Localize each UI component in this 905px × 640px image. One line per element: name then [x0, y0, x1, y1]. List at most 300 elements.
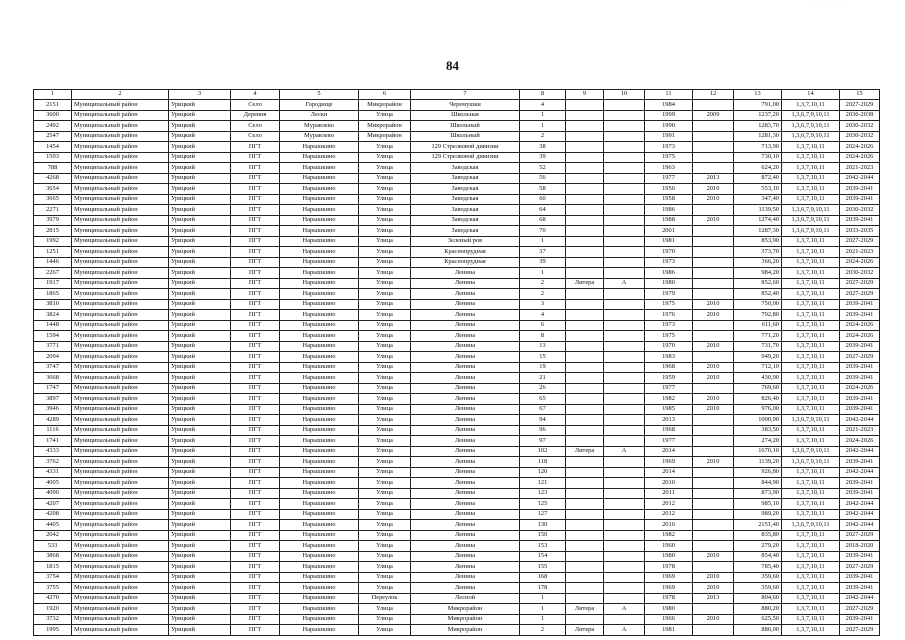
settlement-name-cell: Нарышкино — [280, 541, 359, 552]
settlement-name-cell: Городище — [280, 100, 359, 111]
house-number-cell: 1 — [520, 110, 566, 121]
municipality-type-cell: Муниципальный район — [72, 331, 169, 342]
table-row — [34, 247, 880, 258]
renovation-year-cell — [693, 425, 734, 436]
construction-year-cell: 1966 — [645, 614, 693, 625]
table-row — [34, 289, 880, 300]
building-letter-label-cell — [566, 163, 604, 174]
district-cell: Урицкий — [169, 446, 231, 457]
municipality-type-cell: Муниципальный район — [72, 614, 169, 625]
column-header-5: 5 — [280, 90, 359, 100]
works-list-cell: 1,3,7,10,11 — [782, 100, 840, 111]
house-number-cell: 6 — [520, 320, 566, 331]
building-letter-label-cell — [566, 184, 604, 195]
building-letter-cell — [604, 593, 645, 604]
street-type-cell: Улица — [359, 530, 411, 541]
street-name-cell: Лесной — [411, 593, 520, 604]
street-type-cell: Улица — [359, 299, 411, 310]
renovation-year-cell — [693, 205, 734, 216]
settlement-type-cell: ПГТ — [231, 583, 280, 594]
record-id-cell: 3665 — [34, 194, 72, 205]
municipality-type-cell: Муниципальный район — [72, 320, 169, 331]
building-letter-label-cell — [566, 614, 604, 625]
settlement-name-cell: Нарышкино — [280, 520, 359, 531]
street-type-cell: Улица — [359, 215, 411, 226]
construction-year-cell: 2014 — [645, 446, 693, 457]
building-letter-label-cell — [566, 520, 604, 531]
construction-year-cell: 1969 — [645, 572, 693, 583]
building-letter-label-cell — [566, 499, 604, 510]
table-row — [34, 341, 880, 352]
total-area-cell: 785,40 — [734, 562, 782, 573]
table-row — [34, 310, 880, 321]
column-header-8: 8 — [520, 90, 566, 100]
street-type-cell: Улица — [359, 488, 411, 499]
district-cell: Урицкий — [169, 383, 231, 394]
street-name-cell: Ленина — [411, 541, 520, 552]
table-row — [34, 583, 880, 594]
building-letter-cell — [604, 562, 645, 573]
record-id-cell: 2815 — [34, 226, 72, 237]
record-id-cell: 3824 — [34, 310, 72, 321]
street-name-cell: Краснопрудная — [411, 257, 520, 268]
street-name-cell: Ленина — [411, 551, 520, 562]
municipality-type-cell: Муниципальный район — [72, 257, 169, 268]
works-list-cell: 1,3,6,7,9,10,11 — [782, 446, 840, 457]
municipality-type-cell: Муниципальный район — [72, 163, 169, 174]
table-row — [34, 404, 880, 415]
construction-year-cell: 1969 — [645, 583, 693, 594]
works-list-cell: 1,3,7,10,11 — [782, 562, 840, 573]
building-letter-label-cell — [566, 299, 604, 310]
record-id-cell: 2547 — [34, 131, 72, 142]
record-id-cell: 3747 — [34, 362, 72, 373]
planned-period-cell: 2039-2041 — [840, 457, 880, 468]
settlement-name-cell: Нарышкино — [280, 614, 359, 625]
renovation-year-cell — [693, 415, 734, 426]
works-list-cell: 1,3,7,10,11 — [782, 425, 840, 436]
settlement-name-cell: Нарышкино — [280, 383, 359, 394]
building-letter-cell — [604, 362, 645, 373]
works-list-cell: 1,3,6,7,9,10,11 — [782, 110, 840, 121]
municipality-type-cell: Муниципальный район — [72, 215, 169, 226]
municipality-type-cell: Муниципальный район — [72, 373, 169, 384]
table-row — [34, 100, 880, 111]
district-cell: Урицкий — [169, 530, 231, 541]
works-list-cell: 1,3,7,10,11 — [782, 331, 840, 342]
total-area-cell: 624,20 — [734, 163, 782, 174]
record-id-cell: 1865 — [34, 289, 72, 300]
municipality-type-cell: Муниципальный район — [72, 415, 169, 426]
settlement-name-cell: Нарышкино — [280, 236, 359, 247]
settlement-name-cell: Нарышкино — [280, 436, 359, 447]
table-row — [34, 257, 880, 268]
settlement-type-cell: Село — [231, 121, 280, 132]
street-type-cell: Улица — [359, 163, 411, 174]
street-type-cell: Улица — [359, 478, 411, 489]
works-list-cell: 1,3,6,7,9,10,11 — [782, 205, 840, 216]
table-row — [34, 215, 880, 226]
building-letter-label-cell — [566, 488, 604, 499]
building-letter-cell — [604, 257, 645, 268]
house-number-cell: 39 — [520, 257, 566, 268]
municipality-type-cell: Муниципальный район — [72, 278, 169, 289]
street-type-cell: Улица — [359, 383, 411, 394]
street-type-cell: Микрорайон — [359, 121, 411, 132]
record-id-cell: 1917 — [34, 278, 72, 289]
total-area-cell: 730,10 — [734, 152, 782, 163]
settlement-type-cell: ПГТ — [231, 194, 280, 205]
building-letter-cell — [604, 194, 645, 205]
house-number-cell: 70 — [520, 226, 566, 237]
settlement-type-cell: ПГТ — [231, 152, 280, 163]
planned-period-cell: 2039-2041 — [840, 572, 880, 583]
street-name-cell: Ленина — [411, 583, 520, 594]
construction-year-cell: 1975 — [645, 152, 693, 163]
record-id-cell: 2094 — [34, 352, 72, 363]
street-name-cell: Ленина — [411, 572, 520, 583]
building-letter-cell — [604, 100, 645, 111]
municipality-type-cell: Муниципальный район — [72, 205, 169, 216]
total-area-cell: 553,10 — [734, 184, 782, 195]
building-letter-cell — [604, 173, 645, 184]
table-row — [34, 110, 880, 121]
street-type-cell: Улица — [359, 173, 411, 184]
construction-year-cell: 1978 — [645, 562, 693, 573]
building-letter-label-cell — [566, 152, 604, 163]
settlement-type-cell: ПГТ — [231, 541, 280, 552]
planned-period-cell: 2030-2032 — [840, 205, 880, 216]
total-area-cell: 712,10 — [734, 362, 782, 373]
settlement-type-cell: ПГТ — [231, 215, 280, 226]
district-cell: Урицкий — [169, 121, 231, 132]
house-number-cell: 127 — [520, 509, 566, 520]
settlement-name-cell: Нарышкино — [280, 194, 359, 205]
settlement-type-cell: ПГТ — [231, 520, 280, 531]
building-letter-cell — [604, 131, 645, 142]
table-row — [34, 268, 880, 279]
table-row — [34, 625, 880, 636]
district-cell: Урицкий — [169, 268, 231, 279]
total-area-cell: 826,40 — [734, 394, 782, 405]
record-id-cell: 4207 — [34, 499, 72, 510]
settlement-type-cell: ПГТ — [231, 352, 280, 363]
record-id-cell: 3600 — [34, 110, 72, 121]
building-letter-cell — [604, 341, 645, 352]
total-area-cell: 625,50 — [734, 614, 782, 625]
house-number-cell: 168 — [520, 572, 566, 583]
street-name-cell: Заводская — [411, 184, 520, 195]
total-area-cell: 359,60 — [734, 572, 782, 583]
district-cell: Урицкий — [169, 299, 231, 310]
record-id-cell: 2151 — [34, 100, 72, 111]
district-cell: Урицкий — [169, 362, 231, 373]
building-letter-label-cell — [566, 415, 604, 426]
house-number-cell: 96 — [520, 425, 566, 436]
settlement-type-cell: ПГТ — [231, 425, 280, 436]
works-list-cell: 1,3,7,10,11 — [782, 257, 840, 268]
total-area-cell: 872,40 — [734, 173, 782, 184]
planned-period-cell: 2027-2029 — [840, 562, 880, 573]
record-id-cell: 3732 — [34, 614, 72, 625]
building-letter-cell — [604, 310, 645, 321]
construction-year-cell: 1977 — [645, 383, 693, 394]
municipality-type-cell: Муниципальный район — [72, 236, 169, 247]
table-row — [34, 499, 880, 510]
municipality-type-cell: Муниципальный район — [72, 457, 169, 468]
settlement-type-cell: ПГТ — [231, 163, 280, 174]
building-letter-cell — [604, 142, 645, 153]
construction-year-cell: 1980 — [645, 551, 693, 562]
planned-period-cell: 2021-2023 — [840, 425, 880, 436]
district-cell: Урицкий — [169, 236, 231, 247]
municipality-type-cell: Муниципальный район — [72, 226, 169, 237]
construction-year-cell: 1982 — [645, 394, 693, 405]
record-id-cell: 4405 — [34, 520, 72, 531]
street-type-cell: Улица — [359, 541, 411, 552]
district-cell: Урицкий — [169, 100, 231, 111]
municipality-type-cell: Муниципальный район — [72, 268, 169, 279]
table-row — [34, 415, 880, 426]
district-cell: Урицкий — [169, 152, 231, 163]
building-letter-cell — [604, 467, 645, 478]
works-list-cell: 1,3,7,10,11 — [782, 268, 840, 279]
district-cell: Урицкий — [169, 310, 231, 321]
house-number-cell: 2 — [520, 131, 566, 142]
renovation-year-cell — [693, 625, 734, 636]
works-list-cell: 1,3,7,10,11 — [782, 404, 840, 415]
record-id-cell: 533 — [34, 541, 72, 552]
street-name-cell: Заводская — [411, 215, 520, 226]
building-letter-label-cell — [566, 205, 604, 216]
settlement-type-cell: ПГТ — [231, 478, 280, 489]
district-cell: Урицкий — [169, 163, 231, 174]
planned-period-cell: 2039-2041 — [840, 184, 880, 195]
district-cell: Урицкий — [169, 614, 231, 625]
total-area-cell: 731,70 — [734, 341, 782, 352]
record-id-cell: 4289 — [34, 415, 72, 426]
settlement-type-cell: ПГТ — [231, 268, 280, 279]
municipality-type-cell: Муниципальный район — [72, 173, 169, 184]
renovation-year-cell — [693, 562, 734, 573]
building-letter-cell — [604, 373, 645, 384]
street-name-cell: Ленина — [411, 383, 520, 394]
settlement-type-cell: ПГТ — [231, 226, 280, 237]
street-name-cell: Ленина — [411, 310, 520, 321]
municipality-type-cell: Муниципальный район — [72, 583, 169, 594]
municipality-type-cell: Муниципальный район — [72, 499, 169, 510]
building-letter-cell — [604, 478, 645, 489]
building-letter-cell — [604, 247, 645, 258]
street-name-cell: Зеленый ров — [411, 236, 520, 247]
building-letter-label-cell — [566, 226, 604, 237]
building-letter-label-cell — [566, 593, 604, 604]
street-type-cell: Улица — [359, 152, 411, 163]
works-list-cell: 1,3,7,10,11 — [782, 583, 840, 594]
building-letter-label-cell — [566, 110, 604, 121]
house-number-cell: 1 — [520, 236, 566, 247]
construction-year-cell: 1980 — [645, 604, 693, 615]
renovation-year-cell — [693, 530, 734, 541]
street-type-cell: Улица — [359, 404, 411, 415]
planned-period-cell: 2039-2041 — [840, 194, 880, 205]
house-number-cell: 19 — [520, 362, 566, 373]
house-number-cell: 64 — [520, 205, 566, 216]
building-letter-cell: А — [604, 446, 645, 457]
record-id-cell: 2267 — [34, 268, 72, 279]
building-letter-cell — [604, 110, 645, 121]
settlement-name-cell: Нарышкино — [280, 215, 359, 226]
settlement-type-cell: ПГТ — [231, 320, 280, 331]
construction-year-cell: 2011 — [645, 488, 693, 499]
renovation-year-cell — [693, 499, 734, 510]
house-number-cell: 123 — [520, 488, 566, 499]
settlement-type-cell: ПГТ — [231, 289, 280, 300]
district-cell: Урицкий — [169, 320, 231, 331]
settlement-type-cell: ПГТ — [231, 562, 280, 573]
building-letter-cell — [604, 215, 645, 226]
renovation-year-cell — [693, 226, 734, 237]
renovation-year-cell — [693, 142, 734, 153]
planned-period-cell: 2039-2041 — [840, 488, 880, 499]
settlement-type-cell: ПГТ — [231, 362, 280, 373]
table-row — [34, 457, 880, 468]
building-letter-label-cell — [566, 215, 604, 226]
district-cell: Урицкий — [169, 331, 231, 342]
building-letter-cell — [604, 205, 645, 216]
district-cell: Урицкий — [169, 551, 231, 562]
district-cell: Урицкий — [169, 625, 231, 636]
building-letter-label-cell — [566, 436, 604, 447]
district-cell: Урицкий — [169, 509, 231, 520]
settlement-type-cell: ПГТ — [231, 499, 280, 510]
district-cell: Урицкий — [169, 488, 231, 499]
construction-year-cell: 1975 — [645, 331, 693, 342]
record-id-cell: 4270 — [34, 593, 72, 604]
district-cell: Урицкий — [169, 541, 231, 552]
building-letter-cell: А — [604, 278, 645, 289]
street-type-cell: Улица — [359, 625, 411, 636]
planned-period-cell: 2024-2026 — [840, 142, 880, 153]
district-cell: Урицкий — [169, 215, 231, 226]
planned-period-cell: 2039-2041 — [840, 299, 880, 310]
building-letter-cell — [604, 163, 645, 174]
renovation-year-cell — [693, 467, 734, 478]
street-type-cell: Улица — [359, 331, 411, 342]
building-letter-label-cell — [566, 331, 604, 342]
table-row — [34, 478, 880, 489]
construction-year-cell: 1956 — [645, 184, 693, 195]
construction-year-cell: 1981 — [645, 625, 693, 636]
street-type-cell: Улица — [359, 520, 411, 531]
planned-period-cell: 2042-2044 — [840, 520, 880, 531]
building-letter-cell — [604, 415, 645, 426]
planned-period-cell: 2039-2041 — [840, 394, 880, 405]
house-number-cell: 8 — [520, 331, 566, 342]
construction-year-cell: 1980 — [645, 278, 693, 289]
table-row — [34, 614, 880, 625]
street-name-cell: Ленина — [411, 562, 520, 573]
record-id-cell: 3946 — [34, 404, 72, 415]
settlement-name-cell: Нарышкино — [280, 268, 359, 279]
works-list-cell: 1,3,6,7,9,10,11 — [782, 415, 840, 426]
district-cell: Урицкий — [169, 205, 231, 216]
total-area-cell: 1274,40 — [734, 215, 782, 226]
renovation-year-cell — [693, 163, 734, 174]
column-header-15: 15 — [840, 90, 880, 100]
street-name-cell: Ленина — [411, 394, 520, 405]
building-letter-cell — [604, 425, 645, 436]
settlement-type-cell: ПГТ — [231, 236, 280, 247]
municipality-type-cell: Муниципальный район — [72, 562, 169, 573]
house-number-cell: 125 — [520, 499, 566, 510]
building-letter-cell — [604, 184, 645, 195]
column-number-header-row — [34, 90, 880, 100]
works-list-cell: 1,3,7,10,11 — [782, 383, 840, 394]
settlement-name-cell: Нарышкино — [280, 572, 359, 583]
works-list-cell: 1,3,6,7,9,10,11 — [782, 520, 840, 531]
planned-period-cell: 2021-2023 — [840, 247, 880, 258]
table-row — [34, 593, 880, 604]
column-header-14: 14 — [782, 90, 840, 100]
settlement-name-cell: Нарышкино — [280, 341, 359, 352]
works-list-cell: 1,3,7,10,11 — [782, 614, 840, 625]
district-cell: Урицкий — [169, 415, 231, 426]
house-number-cell: 2 — [520, 278, 566, 289]
district-cell: Урицкий — [169, 341, 231, 352]
street-name-cell: Ленина — [411, 320, 520, 331]
settlement-name-cell: Нарышкино — [280, 352, 359, 363]
settlement-type-cell: ПГТ — [231, 184, 280, 195]
street-name-cell: Ленина — [411, 488, 520, 499]
works-list-cell: 1,3,7,10,11 — [782, 247, 840, 258]
building-letter-label-cell — [566, 142, 604, 153]
table-row — [34, 604, 880, 615]
table-row — [34, 467, 880, 478]
record-id-cell: 1448 — [34, 320, 72, 331]
street-name-cell: Ленина — [411, 467, 520, 478]
planned-period-cell: 2030-2032 — [840, 268, 880, 279]
settlement-name-cell: Нарышкино — [280, 394, 359, 405]
street-name-cell: Ленина — [411, 415, 520, 426]
street-type-cell: Улица — [359, 110, 411, 121]
building-letter-label-cell — [566, 100, 604, 111]
street-type-cell: Улица — [359, 446, 411, 457]
building-letter-label-cell — [566, 478, 604, 489]
construction-year-cell: 2001 — [645, 226, 693, 237]
building-letter-label-cell — [566, 457, 604, 468]
works-list-cell: 1,3,7,10,11 — [782, 278, 840, 289]
building-letter-label-cell — [566, 247, 604, 258]
building-letter-label-cell — [566, 509, 604, 520]
renovation-year-cell: 2010 — [693, 394, 734, 405]
renovation-year-cell — [693, 331, 734, 342]
municipality-type-cell: Муниципальный район — [72, 310, 169, 321]
settlement-name-cell: Нарышкино — [280, 142, 359, 153]
record-id-cell: 1251 — [34, 247, 72, 258]
building-letter-cell — [604, 352, 645, 363]
house-number-cell: 1 — [520, 604, 566, 615]
works-list-cell: 1,3,7,10,11 — [782, 478, 840, 489]
renovation-year-cell — [693, 352, 734, 363]
building-letter-label-cell — [566, 121, 604, 132]
works-list-cell: 1,3,7,10,11 — [782, 173, 840, 184]
settlement-name-cell: Нарышкино — [280, 478, 359, 489]
planned-period-cell: 2024-2026 — [840, 436, 880, 447]
construction-year-cell: 2016 — [645, 520, 693, 531]
record-id-cell: 1920 — [34, 604, 72, 615]
total-area-cell: 279,20 — [734, 541, 782, 552]
